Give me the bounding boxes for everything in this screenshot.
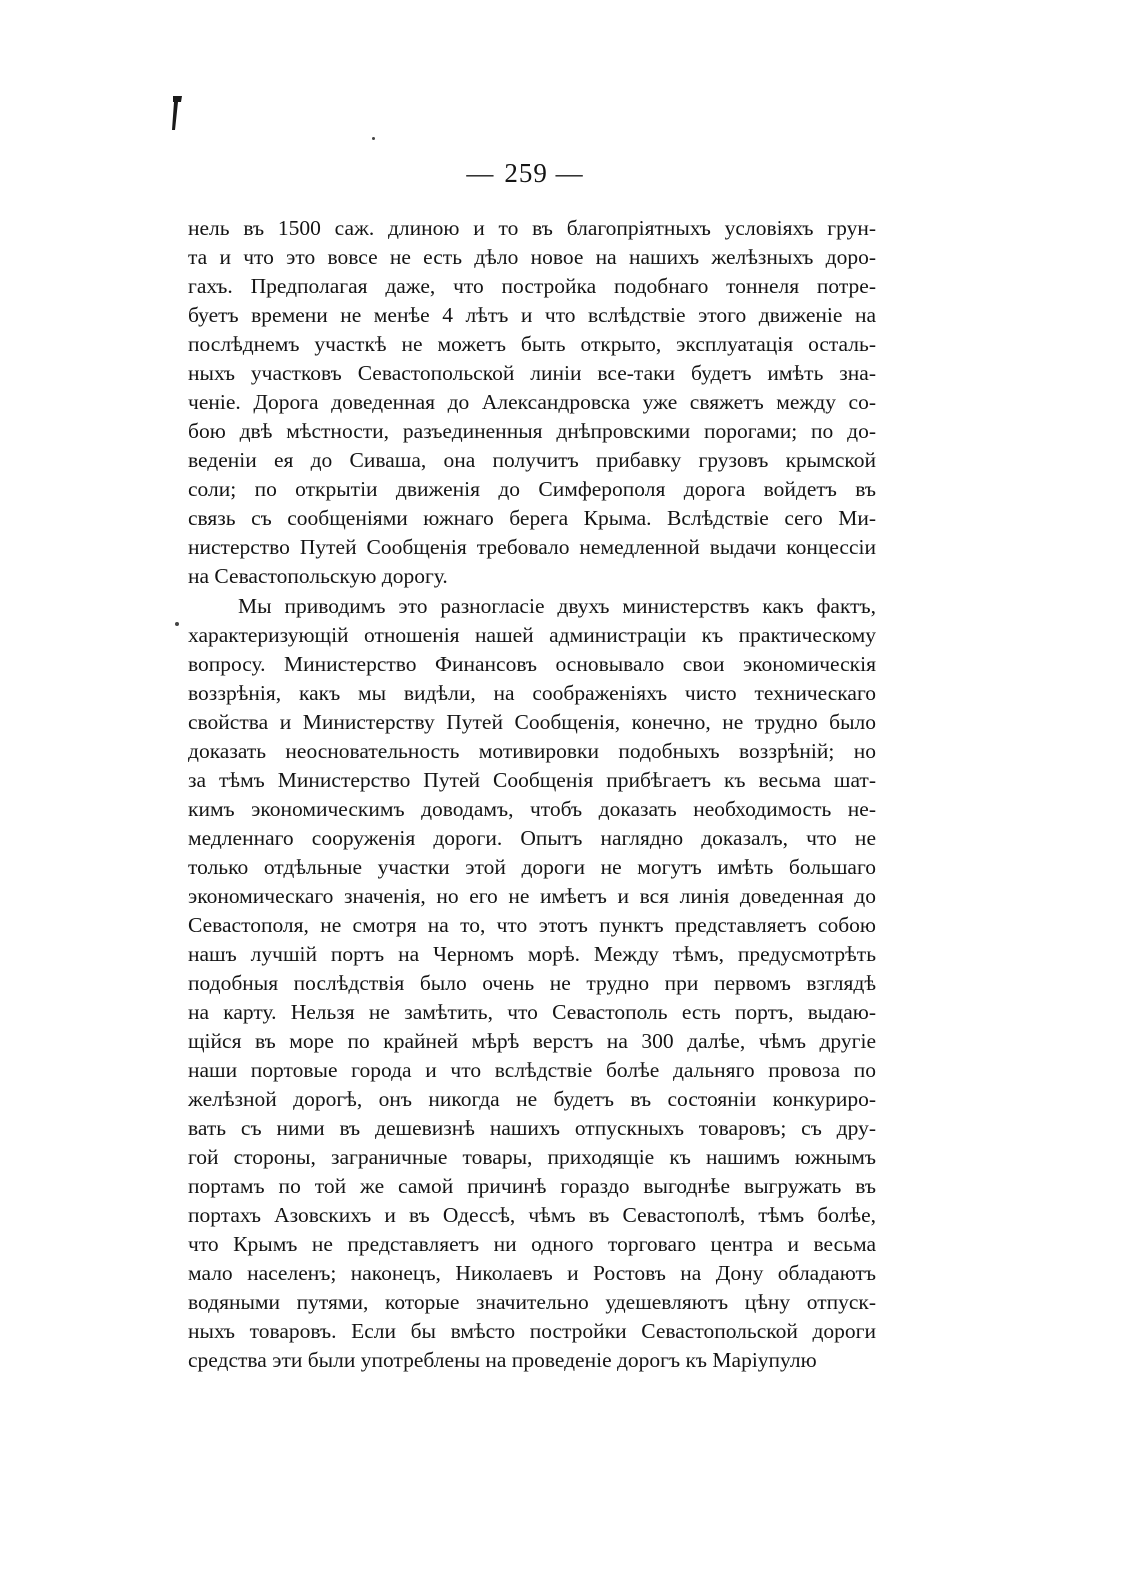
text-line: нашъ лучшій портъ на Черномъ морѣ. Между тѣмъ, предусмотрѣть — [188, 942, 876, 966]
text-line: медленнаго сооруженія дороги. Опытъ наглядно доказалъ, что не — [188, 826, 876, 850]
paragraph — [188, 214, 876, 591]
text-line: вать съ ними въ дешевизнѣ нашихъ отпускныхъ товаровъ; съ дру- — [188, 1116, 876, 1140]
text-line: Севастополя, не смотря на то, что этотъ пунктъ представляетъ собою — [188, 913, 876, 937]
text-line: щійся въ море по крайней мѣрѣ верстъ на 300 далѣе, чѣмъ другіе — [188, 1029, 876, 1053]
text-line: портамъ по той же самой причинѣ гораздо выгоднѣе выгружать въ — [188, 1174, 876, 1198]
text-line: ченіе. Дорога доведенная до Александровска уже свяжетъ между со- — [188, 390, 876, 414]
text-line: на Севастопольскую дорогу. — [188, 564, 448, 588]
paragraphs — [188, 214, 876, 1375]
text-line: гахъ. Предполагая даже, что постройка подобнаго тоннеля потре- — [188, 274, 876, 298]
text-line: воззрѣнія, какъ мы видѣли, на соображеніяхъ чисто техническаго — [188, 681, 876, 705]
text-line: Мы приводимъ это разногласіе двухъ министерствъ какъ фактъ, — [238, 594, 876, 618]
text-line: только отдѣльные участки этой дороги не могутъ имѣть большаго — [188, 855, 876, 879]
text-line: послѣднемъ участкѣ не можетъ быть открыто, эксплуатація осталь- — [188, 332, 876, 356]
text-line: вопросу. Министерство Финансовъ основывало свои экономическія — [188, 652, 876, 676]
text-line: гой стороны, заграничные товары, приходящіе къ нашимъ южнымъ — [188, 1145, 876, 1169]
text-line: средства эти были употреблены на проведеніе дорогъ къ Маріупулю — [188, 1348, 817, 1372]
text-line: свойства и Министерству Путей Сообщенія, конечно, не трудно было — [188, 710, 876, 734]
text-line: водяными путями, которые значительно удешевляютъ цѣну отпуск- — [188, 1290, 876, 1314]
text-line: желѣзной дорогѣ, онъ никогда не будетъ въ состояніи конкуриро- — [188, 1087, 876, 1111]
text-line: нель въ 1500 саж. длиною и то въ благопріятныхъ условіяхъ грун- — [188, 216, 876, 240]
text-line: ныхъ товаровъ. Если бы вмѣсто постройки Севастопольской дороги — [188, 1319, 876, 1343]
text-line: наши портовые города и что вслѣдствіе болѣе дальняго провоза по — [188, 1058, 876, 1082]
text-line: буетъ времени не менѣе 4 лѣтъ и что вслѣдствіе этого движеніе на — [188, 303, 876, 327]
body-text — [188, 214, 876, 1375]
text-line: нистерство Путей Сообщенія требовало немедленной выдачи концессіи — [188, 535, 876, 559]
page-number-value: 259 — [504, 158, 548, 188]
text-line: на карту. Нельзя не замѣтить, что Севастополь есть портъ, выдаю- — [188, 1000, 876, 1024]
text-line: подобныя послѣдствія было очень не трудно при первомъ взглядѣ — [188, 971, 876, 995]
text-line: за тѣмъ Министерство Путей Сообщенія прибѣгаетъ къ весьма шат- — [188, 768, 876, 792]
text-line: связь съ сообщеніями южнаго берега Крыма. Вслѣдствіе сего Ми- — [188, 506, 876, 530]
scan-speck — [372, 137, 375, 140]
text-line: характеризующій отношенія нашей администраціи къ практическому — [188, 623, 876, 647]
text-line: соли; по открытіи движенія до Симферополя дорога войдетъ въ — [188, 477, 876, 501]
text-line: ныхъ участковъ Севастопольской линіи все-таки будетъ имѣть зна- — [188, 361, 876, 385]
text-line: доказать неосновательность мотивировки подобныхъ воззрѣній; но — [188, 739, 876, 763]
text-line: веденіи ея до Сиваша, она получитъ прибавку грузовъ крымской — [188, 448, 876, 472]
paragraph — [188, 592, 876, 1375]
text-line: мало населенъ; наконецъ, Николаевъ и Ростовъ на Дону обладаютъ — [188, 1261, 876, 1285]
text-line: экономическаго значенія, но его не имѣетъ и вся линія доведенная до — [188, 884, 876, 908]
text-line: портахъ Азовскихъ и въ Одессѣ, чѣмъ въ Севастополѣ, тѣмъ болѣе, — [188, 1203, 876, 1227]
text-line: бою двѣ мѣстности, разъединенныя днѣпровскими порогами; по до- — [188, 419, 876, 443]
text-line: кимъ экономическимъ доводамъ, чтобъ доказать необходимость не- — [188, 797, 876, 821]
page-number: — 259 — — [466, 158, 584, 188]
text-line: та и что это вовсе не есть дѣло новое на нашихъ желѣзныхъ доро- — [188, 245, 876, 269]
corner-mark-icon — [172, 96, 182, 130]
text-line: что Крымъ не представляетъ ни одного торговаго центра и весьма — [188, 1232, 876, 1256]
scan-speck — [175, 622, 179, 626]
